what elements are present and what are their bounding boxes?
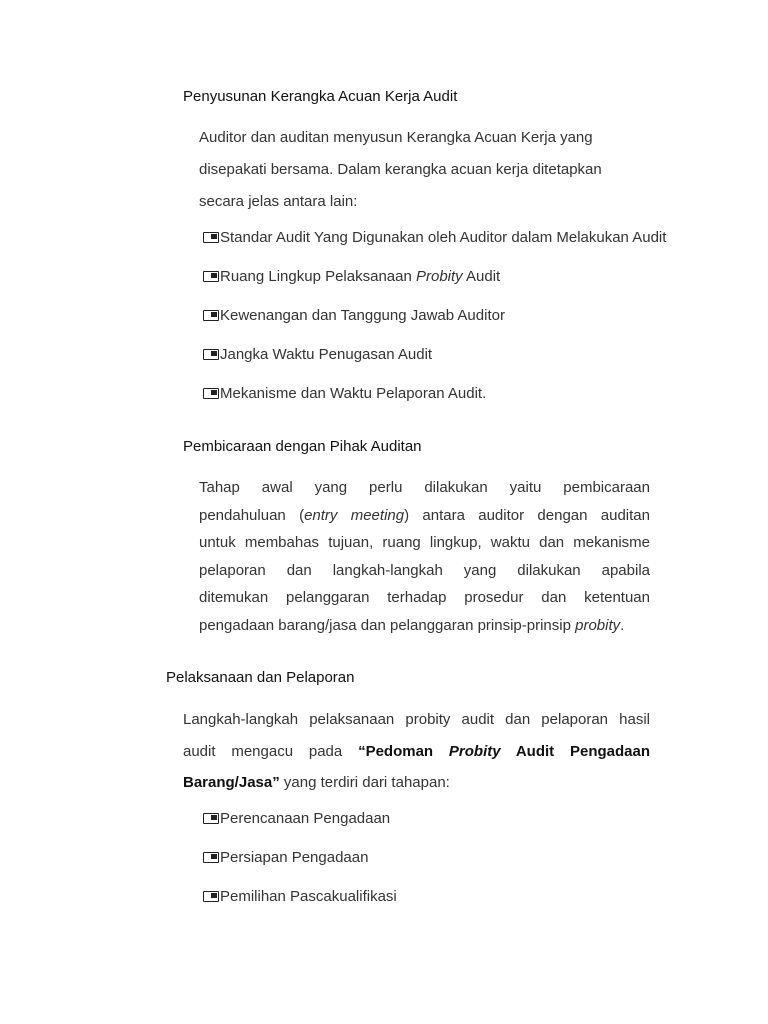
paragraph-line	[199, 502, 650, 530]
paragraph-line: Langkah-langkah pelaksanaan probity audit dan pelaporan hasil	[183, 711, 650, 728]
text-run-italic: entry meeting	[304, 506, 405, 524]
paragraph-pembicaraan	[199, 474, 650, 640]
checkbox-bullet-icon	[203, 232, 219, 243]
paragraph-line: untuk membahas tujuan, ruang lingkup, waktu dan mekanisme	[199, 534, 650, 552]
text-run: .	[620, 616, 625, 634]
paragraph-line: ditemukan pelanggaran terhadap prosedur dan ketentuan	[199, 589, 650, 607]
checkbox-bullet-icon	[203, 310, 219, 321]
list-item	[203, 345, 666, 384]
list-item-text: Ruang Lingkup Pelaksanaan	[220, 268, 416, 285]
list-item-text: Mekanisme dan Waktu Pelaporan Audit.	[220, 385, 487, 402]
list-item	[203, 306, 666, 345]
paragraph-line: secara jelas antara lain:	[199, 193, 358, 210]
list-item-text-tail: Audit	[462, 268, 501, 285]
checkbox-bullet-icon	[203, 388, 219, 399]
list-item-text: Persiapan Pengadaan	[220, 849, 369, 866]
text-run-bold: Barang/Jasa”	[183, 774, 280, 791]
paragraph-line: disepakati bersama. Dalam kerangka acuan kerja ditetapkan	[199, 161, 602, 178]
text-run: yang terdiri dari tahapan:	[279, 774, 450, 791]
text-run-bold: Audit Pengadaan	[500, 742, 651, 760]
list-item	[203, 267, 666, 306]
list-item-text: Standar Audit Yang Digunakan oleh Auditor dalam Melakukan Audit	[220, 229, 667, 246]
list-item-text: Perencanaan Pengadaan	[220, 810, 391, 827]
paragraph-line: pelaporan dan langkah-langkah yang dilakukan apabila	[199, 561, 650, 579]
list-item-text: Kewenangan dan Tanggung Jawab Auditor	[220, 307, 505, 324]
text-run-bold-italic: Probity	[448, 742, 501, 760]
paragraph-line	[183, 736, 650, 768]
text-run: pendahuluan (	[199, 506, 305, 524]
checkbox-bullet-icon	[203, 852, 219, 863]
list-item	[203, 809, 397, 848]
checkbox-bullet-icon	[203, 349, 219, 360]
tahapan-list	[203, 809, 397, 926]
checkbox-bullet-icon	[203, 813, 219, 824]
list-item	[203, 228, 666, 267]
text-run-italic: probity	[575, 616, 621, 634]
paragraph-line: Tahap awal yang perlu dilakukan yaitu pembicaraan	[199, 479, 650, 496]
section-heading-kak: Penyusunan Kerangka Acuan Kerja Audit	[183, 88, 458, 105]
section-heading-pembicaraan: Pembicaraan dengan Pihak Auditan	[183, 438, 422, 455]
list-item	[203, 384, 666, 423]
text-run: ) antara auditor dengan auditan	[404, 506, 650, 524]
list-item-text: Jangka Waktu Penugasan Audit	[220, 346, 433, 363]
text-run-bold: “Pedoman	[358, 742, 449, 760]
checkbox-bullet-icon	[203, 271, 219, 282]
text-run: audit mengacu pada	[183, 742, 359, 760]
paragraph-kak-intro	[199, 122, 602, 218]
paragraph-line	[199, 612, 650, 640]
text-run: pengadaan barang/jasa dan pelanggaran prinsip-prinsip	[199, 616, 576, 634]
kak-list	[203, 228, 666, 423]
paragraph-line	[183, 767, 650, 799]
list-item	[203, 848, 397, 887]
section-heading-pelaksanaan: Pelaksanaan dan Pelaporan	[166, 669, 355, 686]
list-item-text: Pemilihan Pascakualifikasi	[220, 888, 397, 905]
paragraph-line: Auditor dan auditan menyusun Kerangka Acuan Kerja yang	[199, 129, 593, 146]
checkbox-bullet-icon	[203, 891, 219, 902]
paragraph-pelaksanaan	[183, 704, 650, 799]
list-item-italic: Probity	[415, 268, 463, 285]
list-item	[203, 887, 397, 926]
